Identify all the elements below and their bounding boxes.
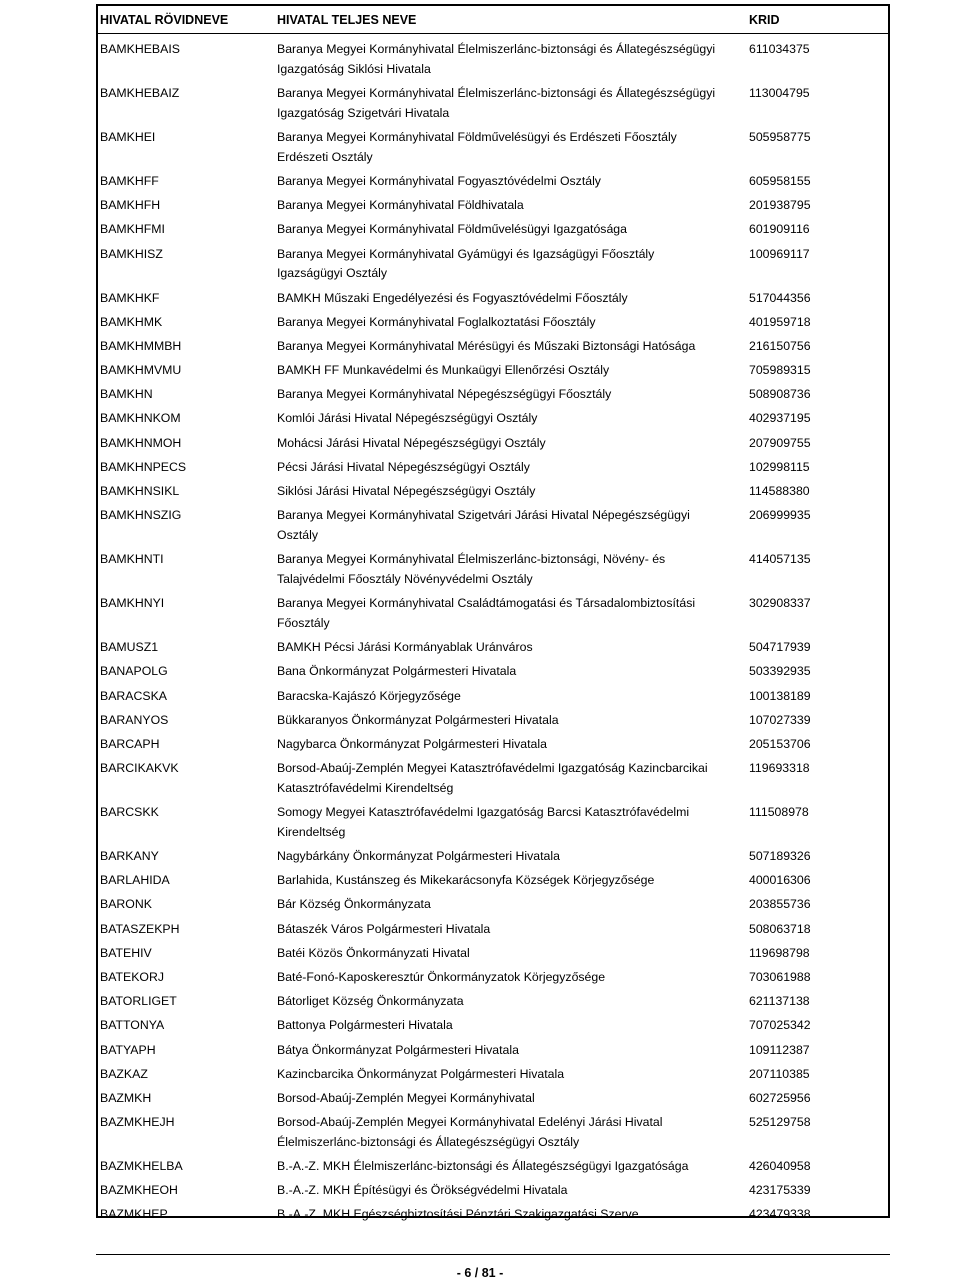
cell-full-name [277,245,747,285]
table-row [98,502,888,546]
table-header [98,6,888,34]
table-row [98,405,888,429]
cell-short-name: BAMKHEBAIZ [100,85,180,100]
cell-full-name-line: Nagybarca Önkormányzat Polgármesteri Hivatala [277,736,547,751]
cell-short-name: BAMKHNYI [100,596,165,611]
cell-full-name [277,506,747,546]
cell-short-name: BATYAPH [100,1042,156,1057]
cell-full-name-line: Baranya Megyei Kormányhivatal Földművelésügyi és Erdészeti Főosztály [277,129,677,144]
cell-krid: 703061988 [749,969,811,984]
table-row [98,706,888,730]
cell-full-name-line: Siklósi Járási Hivatal Népegészségügyi Osztály [277,484,536,498]
header-krid: KRID [749,12,780,27]
cell-short-name: BANAPOLG [100,664,168,679]
cell-full-name [277,337,747,357]
cell-krid: 707025342 [749,1018,811,1033]
cell-full-name [277,594,747,634]
table-row [98,843,888,867]
table-row [98,1201,888,1225]
cell-short-name: BATEHIV [100,945,152,960]
cell-full-name-line: Komlói Járási Hivatal Népegészségügyi Osztály [277,411,538,426]
cell-short-name: BAMKHKF [100,290,160,305]
cell-krid: 119698798 [749,945,810,960]
cell-short-name: BAMKHN [100,387,153,402]
cell-krid: 401959718 [749,314,811,329]
cell-full-name-line: B.-A.-Z. MKH Egészségbiztosítási Pénztári Szakigazgatási Szerve [277,1207,639,1222]
cell-full-name [277,434,747,454]
cell-short-name: BAMKHMMBH [100,338,182,353]
cell-full-name-line: B.-A.-Z. MKH Élelmiszerlánc-biztonsági és Állategészségügyi Igazgatósága [277,1159,689,1174]
cell-full-name-line: B.-A.-Z. MKH Építésügyi és Örökségvédelmi Hivatala [277,1183,568,1198]
cell-krid: 507189326 [749,849,811,864]
cell-full-name-line: Igazgatóság Siklósi Hivatala [277,61,431,76]
table-row [98,634,888,658]
cell-krid: 203855736 [749,897,811,912]
cell-krid: 414057135 [749,552,811,567]
cell-krid: 508908736 [749,387,811,402]
header-short-name: HIVATAL RÖVIDNEVE [100,12,229,27]
cell-full-name-line: Borsod-Abaúj-Zemplén Megyei Katasztrófavédelmi Igazgatóság Kazincbarcikai [277,761,708,776]
cell-short-name: BARANYOS [100,712,169,727]
cell-krid: 206999935 [749,508,811,523]
cell-full-name [277,1041,747,1061]
cell-full-name [277,759,747,799]
cell-short-name: BAMKHNPECS [100,459,187,474]
cell-short-name: BAMKHNMOH [100,435,182,450]
cell-short-name: BATASZEKPH [100,921,180,936]
cell-full-name-line: Batéi Közös Önkormányzati Hivatal [277,945,470,960]
cell-short-name: BAMKHMK [100,314,163,329]
cell-krid: 705989315 [749,363,811,378]
cell-full-name [277,1065,747,1085]
table-row [98,799,888,843]
cell-short-name: BAZKAZ [100,1066,148,1081]
cell-full-name-line: BAMKH Műszaki Engedélyezési és Fogyasztóvédelmi Főosztály [277,290,628,305]
cell-krid: 100138189 [749,688,811,703]
cell-full-name [277,84,747,124]
cell-full-name [277,992,747,1012]
cell-krid: 423479338 [749,1207,811,1222]
cell-full-name-line: Pécsi Járási Hivatal Népegészségügyi Osztály [277,459,530,474]
cell-krid: 216150756 [749,338,811,353]
cell-full-name [277,847,747,867]
cell-short-name: BAZMKHELBA [100,1159,183,1174]
cell-krid: 402937195 [749,411,811,426]
cell-krid: 601909116 [749,222,810,237]
cell-full-name-line: Talajvédelmi Főosztály Növényvédelmi Osztály [277,571,533,586]
header-full-name: HIVATAL TELJES NEVE [277,12,417,27]
cell-krid: 611034375 [749,42,810,56]
cell-short-name: BAMUSZ1 [100,640,159,655]
cell-full-name [277,968,747,988]
table-row [98,478,888,502]
cell-full-name [277,40,747,80]
cell-full-name-line: Bátorliget Község Önkormányzata [277,994,464,1009]
cell-krid: 602725956 [749,1090,811,1105]
cell-full-name [277,220,747,240]
cell-full-name-line: Somogy Megyei Katasztrófavédelmi Igazgatóság Barcsi Katasztrófavédelmi [277,805,690,820]
cell-krid: 205153706 [749,736,811,751]
cell-full-name-line: Katasztrófavédelmi Kirendeltség [277,780,454,795]
cell-full-name-line: Mohácsi Járási Hivatal Népegészségügyi Osztály [277,435,546,450]
cell-short-name: BAMKHNSIKL [100,484,180,498]
table-row [98,546,888,590]
table-row [98,915,888,939]
cell-krid: 504717939 [749,640,811,655]
cell-full-name [277,1157,747,1177]
cell-full-name-line: Battonya Polgármesteri Hivatala [277,1018,453,1033]
cell-full-name [277,172,747,192]
cell-full-name-line: Baranya Megyei Kormányhivatal Gyámügyi és Igazságügyi Főosztály [277,246,655,261]
cell-full-name [277,1181,747,1201]
cell-full-name-line: Bár Község Önkormányzata [277,897,431,912]
table-row [98,1153,888,1177]
cell-short-name: BAMKHFH [100,198,161,213]
cell-full-name [277,1113,747,1153]
cell-krid: 302908337 [749,596,811,611]
cell-krid: 201938795 [749,198,811,213]
cell-full-name [277,1205,747,1225]
cell-short-name: BAMKHFF [100,173,159,188]
cell-short-name: BAMKHMVMU [100,363,182,378]
table-row [98,34,888,80]
cell-short-name: BARCSKK [100,805,159,820]
cell-full-name-line: Borsod-Abaúj-Zemplén Megyei Kormányhivatal Edelényi Járási Hivatal [277,1115,663,1130]
cell-full-name [277,482,747,502]
cell-short-name: BAMKHEBAIS [100,42,180,56]
cell-full-name [277,735,747,755]
table-row [98,453,888,477]
table-row [98,1060,888,1084]
cell-full-name-line: Főosztály [277,615,330,630]
table-row [98,168,888,192]
cell-full-name [277,944,747,964]
cell-short-name: BATORLIGET [100,994,177,1009]
cell-krid: 423175339 [749,1183,811,1198]
cell-full-name [277,920,747,940]
cell-full-name-line: Baranya Megyei Kormányhivatal Foglalkoztatási Főosztály [277,314,596,329]
cell-full-name-line: Élelmiszerlánc-biztonsági és Állategészségügyi Osztály [277,1134,580,1149]
cell-full-name-line: Baranya Megyei Kormányhivatal Földhivatala [277,198,524,213]
cell-full-name [277,711,747,731]
cell-full-name-line: Kirendeltség [277,824,346,839]
cell-full-name-line: Nagybárkány Önkormányzat Polgármesteri Hivatala [277,849,560,864]
table-row [98,939,888,963]
cell-full-name-line: BAMKH Pécsi Járási Kormányablak Uránváros [277,640,533,655]
cell-krid: 508063718 [749,921,811,936]
cell-full-name [277,638,747,658]
cell-full-name-line: Baté-Fonó-Kaposkeresztúr Önkormányzatok Körjegyzősége [277,969,606,984]
cell-krid: 119693318 [749,761,810,776]
table-row [98,192,888,216]
cell-full-name-line: Bátya Önkormányzat Polgármesteri Hivatala [277,1042,519,1057]
cell-krid: 517044356 [749,290,811,305]
cell-krid: 207110385 [749,1066,810,1081]
cell-full-name [277,409,747,429]
cell-full-name-line: Kazincbarcika Önkormányzat Polgármesteri Hivatala [277,1066,565,1081]
table-row [98,658,888,682]
cell-full-name-line: Bátaszék Város Polgármesteri Hivatala [277,921,491,936]
cell-short-name: BATEKORJ [100,969,164,984]
table-row [98,124,888,168]
cell-short-name: BAMKHEI [100,129,156,144]
cell-krid: 605958155 [749,173,811,188]
cell-full-name-line: BAMKH FF Munkavédelmi és Munkaügyi Ellenőrzési Osztály [277,363,610,378]
page-number: - 6 / 81 - [456,1266,504,1280]
cell-full-name-line: Baranya Megyei Kormányhivatal Népegészségügyi Főosztály [277,387,612,402]
cell-full-name-line: Baranya Megyei Kormányhivatal Élelmiszerlánc-biztonsági, Növény- és [277,552,666,567]
cell-full-name [277,803,747,843]
cell-full-name [277,313,747,333]
cell-full-name [277,871,747,891]
cell-short-name: BARACSKA [100,688,167,703]
table-row [98,1109,888,1153]
cell-full-name [277,687,747,707]
cell-short-name: BAMKHNSZIG [100,508,182,523]
table-row [98,381,888,405]
table-row [98,284,888,308]
cell-full-name-line: Erdészeti Osztály [277,149,373,164]
cell-short-name: BARKANY [100,849,159,864]
cell-short-name: BAZMKHEJH [100,1115,175,1130]
table-row [98,240,888,284]
table-row [98,731,888,755]
cell-full-name-line: Osztály [277,527,318,542]
table-row [98,1085,888,1109]
cell-full-name [277,1089,747,1109]
cell-short-name: BARCAPH [100,736,160,751]
table-row [98,1012,888,1036]
table-row [98,80,888,124]
office-table [96,4,890,1222]
cell-full-name-line: Baranya Megyei Kormányhivatal Élelmiszerlánc-biztonsági és Állategészségügyi [277,42,716,56]
table-body [98,34,888,1225]
table-row [98,682,888,706]
table-row [98,332,888,356]
cell-full-name-line: Barlahida, Kustánszeg és Mikekarácsonyfa Községek Körjegyzősége [277,873,655,888]
cell-short-name: BATTONYA [100,1018,165,1033]
cell-full-name [277,128,747,168]
table-row [98,891,888,915]
cell-full-name-line: Baranya Megyei Kormányhivatal Szigetvári Járási Hivatal Népegészségügyi [277,508,690,523]
cell-full-name-line: Igazgatóság Szigetvári Hivatala [277,105,450,120]
table-row [98,429,888,453]
table-row [98,216,888,240]
table-row [98,755,888,799]
cell-short-name: BAMKHNTI [100,552,164,567]
cell-full-name-line: Igazságügyi Osztály [277,266,388,281]
cell-full-name [277,385,747,405]
table-row [98,1177,888,1201]
cell-krid: 621137138 [749,994,810,1009]
cell-krid: 114588380 [749,484,810,498]
cell-krid: 107027339 [749,712,811,727]
cell-short-name: BAMKHFMI [100,222,165,237]
cell-full-name-line: Baranya Megyei Kormányhivatal Fogyasztóvédelmi Osztály [277,173,601,188]
cell-krid: 100969117 [749,246,810,261]
table-row [98,867,888,891]
cell-krid: 109112387 [749,1042,810,1057]
cell-full-name [277,895,747,915]
cell-full-name [277,550,747,590]
cell-full-name [277,361,747,381]
cell-full-name-line: Baranya Megyei Kormányhivatal Földművelésügyi Igazgatósága [277,222,627,237]
cell-krid: 400016306 [749,873,811,888]
cell-full-name-line: Borsod-Abaúj-Zemplén Megyei Kormányhivatal [277,1090,535,1105]
cell-short-name: BAZMKH [100,1090,152,1105]
cell-krid: 525129758 [749,1115,811,1130]
cell-full-name-line: Baranya Megyei Kormányhivatal Családtámogatási és Társadalombiztosítási [277,596,696,611]
table-row [98,590,888,634]
cell-short-name: BAZMKHEP [100,1207,168,1222]
table-row [98,308,888,332]
cell-krid: 503392935 [749,664,811,679]
table-row [98,988,888,1012]
table-row [98,964,888,988]
cell-short-name: BAMKHISZ [100,246,163,261]
cell-krid: 505958775 [749,129,811,144]
cell-full-name [277,196,747,216]
cell-full-name [277,289,747,309]
cell-full-name-line: Baranya Megyei Kormányhivatal Élelmiszerlánc-biztonsági és Állategészségügyi [277,85,716,100]
cell-full-name [277,1016,747,1036]
cell-krid: 426040958 [749,1159,811,1174]
cell-krid: 111508978 [749,805,809,820]
cell-short-name: BAZMKHEOH [100,1183,178,1198]
cell-full-name [277,662,747,682]
cell-full-name-line: Bana Önkormányzat Polgármesteri Hivatala [277,664,517,679]
cell-full-name-line: Baracska-Kajászó Körjegyzősége [277,688,461,703]
cell-short-name: BAMKHNKOM [100,411,181,426]
table-row [98,357,888,381]
cell-krid: 102998115 [749,459,810,474]
cell-short-name: BARCIKAKVK [100,761,179,776]
cell-full-name-line: Bükkaranyos Önkormányzat Polgármesteri Hivatala [277,712,559,727]
footer-divider [96,1254,890,1255]
cell-full-name [277,458,747,478]
table-row [98,1036,888,1060]
cell-short-name: BARLAHIDA [100,873,170,888]
cell-krid: 113004795 [749,85,810,100]
cell-full-name-line: Baranya Megyei Kormányhivatal Mérésügyi és Műszaki Biztonsági Hatósága [277,338,696,353]
cell-short-name: BARONK [100,897,152,912]
cell-krid: 207909755 [749,435,811,450]
